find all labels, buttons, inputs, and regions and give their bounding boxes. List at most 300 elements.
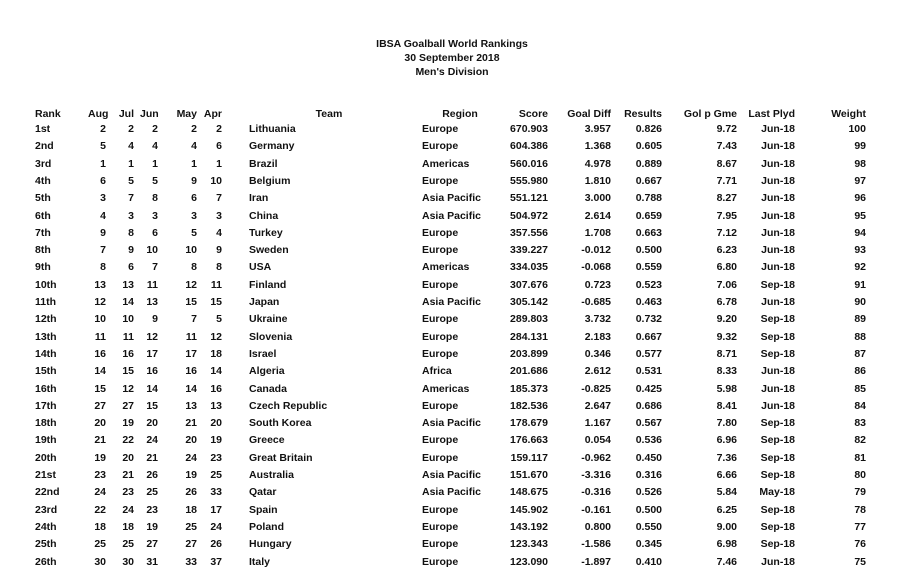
cell-rank: 23rd xyxy=(35,503,58,516)
table-row xyxy=(0,311,904,328)
cell-may: 14 xyxy=(185,382,197,395)
cell-score: 551.121 xyxy=(510,192,548,205)
cell-gol-p-gme: 8.33 xyxy=(716,365,737,378)
cell-apr: 18 xyxy=(210,347,222,360)
cell-jul: 9 xyxy=(128,244,134,257)
table-row xyxy=(0,502,904,519)
cell-weight: 95 xyxy=(854,209,866,222)
cell-jul: 30 xyxy=(122,555,134,568)
cell-score: 151.670 xyxy=(510,469,548,481)
cell-weight: 96 xyxy=(854,192,866,205)
cell-may: 33 xyxy=(185,555,197,568)
cell-jun: 17 xyxy=(146,347,158,360)
cell-weight: 78 xyxy=(854,503,866,516)
cell-region: Europe xyxy=(422,244,459,257)
cell-jul: 4 xyxy=(128,140,134,153)
cell-region: Europe xyxy=(422,503,459,516)
cell-weight: 83 xyxy=(854,417,866,430)
cell-team: Japan xyxy=(249,296,280,308)
column-header-rank: Rank xyxy=(35,108,61,120)
cell-score: 185.373 xyxy=(510,382,548,395)
column-header-team: Team xyxy=(315,108,343,120)
cell-results: 0.523 xyxy=(635,278,662,291)
cell-results: 0.663 xyxy=(635,226,662,239)
column-header-aug: Aug xyxy=(88,108,109,120)
cell-may: 15 xyxy=(185,296,197,308)
cell-results: 0.667 xyxy=(635,174,662,187)
table-row xyxy=(0,173,904,190)
cell-region: Americas xyxy=(422,157,470,170)
cell-team: Greece xyxy=(249,434,285,447)
cell-results: 0.788 xyxy=(635,192,662,205)
cell-may: 4 xyxy=(191,140,197,153)
cell-gol-p-gme: 7.95 xyxy=(716,209,737,222)
cell-results: 0.686 xyxy=(635,399,662,412)
cell-weight: 81 xyxy=(854,451,866,464)
cell-jun: 23 xyxy=(146,503,158,516)
cell-region: Asia Pacific xyxy=(422,486,481,499)
cell-jun: 16 xyxy=(146,365,158,378)
cell-jul: 12 xyxy=(122,382,134,395)
cell-aug: 3 xyxy=(100,192,106,205)
cell-last-plyd: Jun-18 xyxy=(761,296,795,308)
cell-region: Asia Pacific xyxy=(422,417,481,430)
cell-aug: 9 xyxy=(100,226,106,239)
cell-jun: 14 xyxy=(146,382,158,395)
cell-gol-p-gme: 6.78 xyxy=(716,296,737,308)
cell-jun: 31 xyxy=(146,555,158,568)
cell-jul: 1 xyxy=(128,157,134,170)
cell-weight: 88 xyxy=(854,330,866,343)
cell-jun: 12 xyxy=(146,330,158,343)
cell-may: 21 xyxy=(185,417,197,430)
cell-jul: 18 xyxy=(122,520,134,533)
cell-results: 0.559 xyxy=(635,261,662,274)
cell-apr: 15 xyxy=(210,296,222,308)
cell-jul: 19 xyxy=(122,417,134,430)
cell-results: 0.526 xyxy=(635,486,662,499)
cell-last-plyd: Jun-18 xyxy=(761,209,795,222)
cell-gol-p-gme: 7.06 xyxy=(716,278,737,291)
table-row xyxy=(0,208,904,225)
cell-rank: 19th xyxy=(35,434,57,447)
table-row xyxy=(0,554,904,571)
cell-aug: 16 xyxy=(94,347,106,360)
cell-jun: 27 xyxy=(146,538,158,551)
cell-goal-diff: -0.962 xyxy=(581,451,611,464)
cell-aug: 15 xyxy=(94,382,106,395)
column-header-last-plyd: Last Plyd xyxy=(748,108,795,120)
cell-results: 0.659 xyxy=(635,209,662,222)
cell-jul: 11 xyxy=(122,330,134,343)
cell-score: 670.903 xyxy=(510,123,548,135)
cell-goal-diff: -1.586 xyxy=(581,538,611,551)
cell-aug: 7 xyxy=(100,244,106,257)
cell-goal-diff: 3.000 xyxy=(584,192,611,205)
column-header-goal-diff: Goal Diff xyxy=(567,108,611,120)
cell-apr: 13 xyxy=(210,399,222,412)
cell-jul: 2 xyxy=(128,123,134,135)
cell-results: 0.500 xyxy=(635,503,662,516)
column-header-weight: Weight xyxy=(831,108,866,120)
cell-team: Slovenia xyxy=(249,330,293,343)
cell-gol-p-gme: 9.32 xyxy=(716,330,737,343)
cell-last-plyd: Sep-18 xyxy=(760,417,795,430)
cell-team: Poland xyxy=(249,520,285,533)
table-row xyxy=(0,432,904,449)
cell-rank: 6th xyxy=(35,209,51,222)
cell-rank: 18th xyxy=(35,417,57,430)
cell-goal-diff: 2.614 xyxy=(584,209,611,222)
cell-goal-diff: -3.316 xyxy=(581,469,611,481)
table-row xyxy=(0,450,904,467)
cell-last-plyd: Sep-18 xyxy=(760,330,795,343)
cell-may: 18 xyxy=(185,503,197,516)
cell-score: 203.899 xyxy=(510,347,548,360)
table-row xyxy=(0,415,904,432)
cell-jun: 1 xyxy=(152,157,158,170)
cell-gol-p-gme: 7.80 xyxy=(716,417,737,430)
table-row xyxy=(0,121,904,138)
cell-team: Turkey xyxy=(249,226,283,239)
cell-rank: 5th xyxy=(35,192,51,205)
cell-gol-p-gme: 5.84 xyxy=(716,486,737,499)
table-row xyxy=(0,277,904,294)
cell-weight: 84 xyxy=(854,399,866,412)
cell-region: Asia Pacific xyxy=(422,192,481,205)
cell-rank: 4th xyxy=(35,174,51,187)
cell-last-plyd: Sep-18 xyxy=(760,503,795,516)
cell-region: Europe xyxy=(422,330,459,343)
cell-weight: 89 xyxy=(854,313,866,326)
cell-jul: 7 xyxy=(128,192,134,205)
cell-jun: 8 xyxy=(152,192,158,205)
cell-may: 8 xyxy=(191,261,197,274)
cell-aug: 18 xyxy=(94,520,106,533)
cell-score: 123.090 xyxy=(510,555,548,568)
cell-team: Algeria xyxy=(249,365,285,378)
table-row xyxy=(0,138,904,155)
cell-results: 0.567 xyxy=(635,417,662,430)
cell-weight: 82 xyxy=(854,434,866,447)
cell-apr: 24 xyxy=(210,520,222,533)
cell-results: 0.667 xyxy=(635,330,662,343)
cell-goal-diff: 3.957 xyxy=(584,123,611,135)
cell-apr: 3 xyxy=(216,209,222,222)
cell-team: South Korea xyxy=(249,417,312,430)
cell-weight: 94 xyxy=(854,226,866,239)
cell-weight: 87 xyxy=(854,347,866,360)
cell-apr: 6 xyxy=(216,140,222,153)
cell-results: 0.450 xyxy=(635,451,662,464)
cell-rank: 7th xyxy=(35,226,51,239)
cell-score: 143.192 xyxy=(510,520,548,533)
cell-aug: 4 xyxy=(100,209,106,222)
cell-jun: 2 xyxy=(152,123,158,135)
cell-jun: 13 xyxy=(146,296,158,308)
cell-weight: 76 xyxy=(854,538,866,551)
cell-jul: 6 xyxy=(128,261,134,274)
cell-apr: 20 xyxy=(210,417,222,430)
cell-score: 159.117 xyxy=(510,451,548,464)
cell-aug: 6 xyxy=(100,174,106,187)
table-row xyxy=(0,156,904,173)
cell-jun: 25 xyxy=(146,486,158,499)
cell-results: 0.550 xyxy=(635,520,662,533)
cell-last-plyd: Jun-18 xyxy=(761,382,795,395)
cell-last-plyd: Sep-18 xyxy=(760,451,795,464)
cell-goal-diff: 4.978 xyxy=(584,157,611,170)
cell-last-plyd: Jun-18 xyxy=(761,226,795,239)
table-row xyxy=(0,225,904,242)
cell-jul: 16 xyxy=(122,347,134,360)
cell-apr: 26 xyxy=(210,538,222,551)
cell-jul: 22 xyxy=(122,434,134,447)
cell-results: 0.536 xyxy=(635,434,662,447)
cell-team: Ukraine xyxy=(249,313,288,326)
cell-may: 13 xyxy=(185,399,197,412)
cell-jun: 7 xyxy=(152,261,158,274)
cell-gol-p-gme: 8.27 xyxy=(716,192,737,205)
cell-jun: 19 xyxy=(146,520,158,533)
cell-score: 182.536 xyxy=(510,399,548,412)
cell-region: Europe xyxy=(422,555,459,568)
cell-last-plyd: Sep-18 xyxy=(760,313,795,326)
cell-weight: 79 xyxy=(854,486,866,499)
cell-aug: 11 xyxy=(94,330,106,343)
cell-results: 0.732 xyxy=(635,313,662,326)
cell-may: 6 xyxy=(191,192,197,205)
cell-jun: 20 xyxy=(146,417,158,430)
cell-last-plyd: Jun-18 xyxy=(761,123,795,135)
table-row xyxy=(0,329,904,346)
cell-team: Canada xyxy=(249,382,287,395)
cell-gol-p-gme: 5.98 xyxy=(716,382,737,395)
cell-team: Italy xyxy=(249,555,271,568)
ranking-date: 30 September 2018 xyxy=(404,52,500,64)
cell-rank: 22nd xyxy=(35,486,60,499)
cell-team: USA xyxy=(249,261,272,274)
cell-results: 0.531 xyxy=(635,365,662,378)
cell-may: 7 xyxy=(191,313,197,326)
cell-region: Europe xyxy=(422,399,459,412)
cell-region: Europe xyxy=(422,538,459,551)
cell-score: 339.227 xyxy=(510,244,548,257)
cell-weight: 99 xyxy=(854,140,866,153)
cell-last-plyd: Jun-18 xyxy=(761,399,795,412)
cell-results: 0.345 xyxy=(635,538,662,551)
cell-last-plyd: Sep-18 xyxy=(760,520,795,533)
cell-gol-p-gme: 6.23 xyxy=(716,244,737,257)
cell-jul: 25 xyxy=(122,538,134,551)
cell-region: Africa xyxy=(422,365,452,378)
cell-last-plyd: Jun-18 xyxy=(761,244,795,257)
cell-region: Europe xyxy=(422,451,459,464)
cell-rank: 2nd xyxy=(35,140,54,153)
cell-team: China xyxy=(249,209,279,222)
cell-gol-p-gme: 6.25 xyxy=(716,503,737,516)
cell-aug: 2 xyxy=(100,123,106,135)
cell-region: Americas xyxy=(422,261,470,274)
cell-apr: 14 xyxy=(210,365,222,378)
table-row xyxy=(0,346,904,363)
cell-results: 0.577 xyxy=(635,347,662,360)
cell-may: 11 xyxy=(185,330,197,343)
cell-may: 25 xyxy=(185,520,197,533)
cell-gol-p-gme: 6.96 xyxy=(716,434,737,447)
cell-last-plyd: Sep-18 xyxy=(760,434,795,447)
cell-score: 284.131 xyxy=(510,330,548,343)
cell-apr: 11 xyxy=(210,278,222,291)
cell-rank: 21st xyxy=(35,469,57,481)
cell-apr: 17 xyxy=(210,503,222,516)
column-header-score: Score xyxy=(518,108,548,120)
column-header-may: May xyxy=(176,108,197,120)
cell-region: Asia Pacific xyxy=(422,469,481,481)
cell-team: Iran xyxy=(249,192,269,205)
cell-score: 504.972 xyxy=(510,209,548,222)
cell-last-plyd: Sep-18 xyxy=(760,347,795,360)
cell-goal-diff: -0.161 xyxy=(581,503,611,516)
table-row xyxy=(0,242,904,259)
cell-apr: 25 xyxy=(210,469,222,481)
cell-jul: 20 xyxy=(122,451,134,464)
cell-score: 178.679 xyxy=(510,417,548,430)
cell-aug: 14 xyxy=(94,365,106,378)
cell-goal-diff: -1.897 xyxy=(581,555,611,568)
cell-results: 0.316 xyxy=(635,469,662,481)
cell-apr: 1 xyxy=(216,157,222,170)
cell-score: 604.386 xyxy=(510,140,548,153)
cell-aug: 30 xyxy=(94,555,106,568)
cell-may: 9 xyxy=(191,174,197,187)
cell-gol-p-gme: 8.67 xyxy=(716,157,737,170)
cell-aug: 12 xyxy=(94,296,106,308)
cell-weight: 86 xyxy=(854,365,866,378)
cell-aug: 8 xyxy=(100,261,106,274)
document-title: IBSA Goalball World Rankings xyxy=(376,38,528,50)
cell-rank: 11th xyxy=(35,296,57,308)
cell-jul: 23 xyxy=(122,486,134,499)
cell-last-plyd: Jun-18 xyxy=(761,365,795,378)
cell-jul: 13 xyxy=(122,278,134,291)
column-header-apr: Apr xyxy=(203,108,222,120)
table-row xyxy=(0,381,904,398)
cell-may: 16 xyxy=(185,365,197,378)
cell-region: Europe xyxy=(422,140,459,153)
cell-results: 0.500 xyxy=(635,244,662,257)
cell-apr: 10 xyxy=(210,174,222,187)
cell-rank: 10th xyxy=(35,278,57,291)
table-row xyxy=(0,363,904,380)
cell-region: Europe xyxy=(422,123,459,135)
cell-score: 201.686 xyxy=(510,365,548,378)
cell-results: 0.463 xyxy=(635,296,662,308)
cell-results: 0.826 xyxy=(635,123,662,135)
cell-last-plyd: Jun-18 xyxy=(761,174,795,187)
table-row xyxy=(0,519,904,536)
cell-apr: 33 xyxy=(210,486,222,499)
cell-rank: 24th xyxy=(35,520,57,533)
cell-jul: 27 xyxy=(122,399,134,412)
cell-jul: 24 xyxy=(122,503,134,516)
cell-jul: 3 xyxy=(128,209,134,222)
table-row xyxy=(0,536,904,553)
cell-gol-p-gme: 7.46 xyxy=(716,555,737,568)
cell-goal-diff: 0.800 xyxy=(584,520,611,533)
cell-weight: 98 xyxy=(854,157,866,170)
cell-goal-diff: 1.167 xyxy=(584,417,611,430)
cell-results: 0.425 xyxy=(635,382,662,395)
cell-may: 17 xyxy=(185,347,197,360)
cell-score: 334.035 xyxy=(510,261,548,274)
cell-team: Hungary xyxy=(249,538,292,551)
cell-aug: 19 xyxy=(94,451,106,464)
cell-apr: 5 xyxy=(216,313,222,326)
cell-rank: 3rd xyxy=(35,157,52,170)
cell-goal-diff: 2.183 xyxy=(584,330,611,343)
cell-last-plyd: Jun-18 xyxy=(761,555,795,568)
cell-last-plyd: Jun-18 xyxy=(761,192,795,205)
cell-rank: 26th xyxy=(35,555,57,568)
cell-apr: 8 xyxy=(216,261,222,274)
cell-goal-diff: 0.054 xyxy=(584,434,611,447)
cell-jun: 10 xyxy=(146,244,158,257)
cell-results: 0.889 xyxy=(635,157,662,170)
cell-team: Sweden xyxy=(249,244,289,257)
cell-rank: 14th xyxy=(35,347,57,360)
cell-goal-diff: 2.612 xyxy=(584,365,611,378)
cell-score: 560.016 xyxy=(510,157,548,170)
cell-aug: 13 xyxy=(94,278,106,291)
cell-team: Spain xyxy=(249,503,278,516)
cell-may: 26 xyxy=(185,486,197,499)
cell-apr: 19 xyxy=(210,434,222,447)
table-row xyxy=(0,259,904,276)
table-row xyxy=(0,467,904,484)
cell-team: Brazil xyxy=(249,157,278,170)
cell-jun: 21 xyxy=(146,451,158,464)
cell-last-plyd: May-18 xyxy=(759,486,795,499)
cell-jun: 11 xyxy=(146,278,158,291)
column-header-jul: Jul xyxy=(118,108,134,120)
cell-gol-p-gme: 9.00 xyxy=(716,520,737,533)
cell-aug: 25 xyxy=(94,538,106,551)
cell-rank: 12th xyxy=(35,313,57,326)
cell-apr: 9 xyxy=(216,244,222,257)
cell-goal-diff: -0.316 xyxy=(581,486,611,499)
cell-gol-p-gme: 6.80 xyxy=(716,261,737,274)
table-row xyxy=(0,398,904,415)
cell-aug: 23 xyxy=(94,469,106,481)
cell-goal-diff: 0.346 xyxy=(584,347,611,360)
cell-jul: 14 xyxy=(122,296,134,308)
cell-score: 176.663 xyxy=(510,434,548,447)
cell-region: Asia Pacific xyxy=(422,296,481,308)
cell-jun: 5 xyxy=(152,174,158,187)
cell-score: 145.902 xyxy=(510,503,548,516)
cell-weight: 91 xyxy=(854,278,866,291)
cell-aug: 1 xyxy=(100,157,106,170)
cell-apr: 16 xyxy=(210,382,222,395)
cell-score: 357.556 xyxy=(510,226,548,239)
cell-team: Germany xyxy=(249,140,295,153)
cell-goal-diff: -0.012 xyxy=(581,244,611,257)
cell-team: Great Britain xyxy=(249,451,313,464)
cell-gol-p-gme: 7.71 xyxy=(716,174,737,187)
cell-jun: 24 xyxy=(146,434,158,447)
cell-rank: 17th xyxy=(35,399,57,412)
